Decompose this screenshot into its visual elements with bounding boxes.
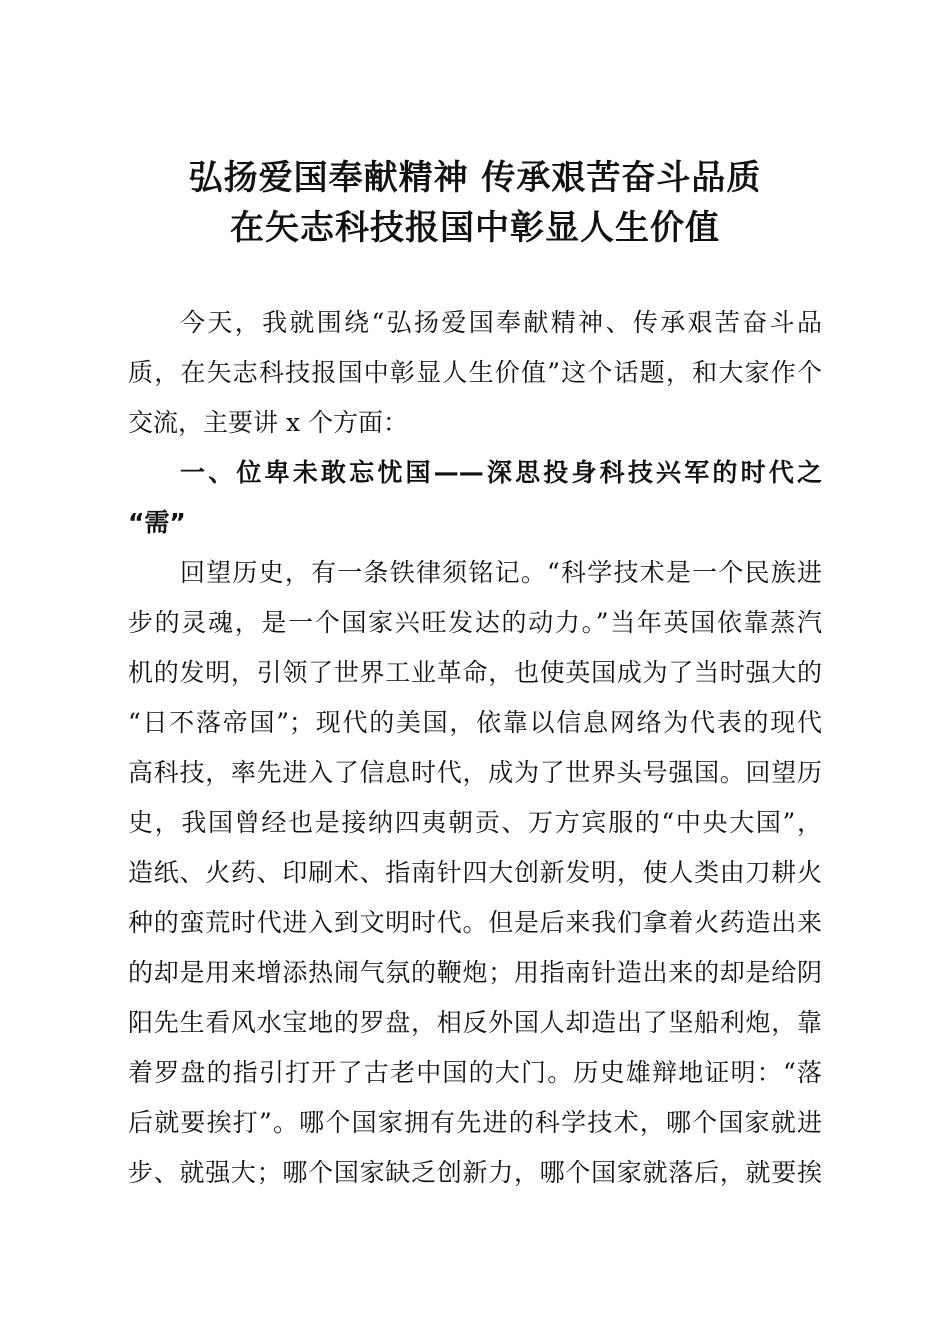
body-line: 后就要挨打”。哪个国家拥有先进的科学技术，哪个国家就进 (128, 1108, 822, 1137)
body-line: 着罗盘的指引打开了古老中国的大门。历史雄辩地证明：“落 (128, 1058, 822, 1087)
body-line: 种的蛮荒时代进入到文明时代。但是后来我们拿着火药造出来 (128, 908, 822, 937)
body-line: 史，我国曾经也是接纳四夷朝贡、万方宾服的“中央大国”， (128, 808, 822, 837)
document-title-line-2: 在矢志科技报国中彰显人生价值 (230, 208, 720, 248)
document-title-line-1: 弘扬爱国奉献精神 传承艰苦奋斗品质 (188, 158, 762, 198)
intro-line: 交流，主要讲 x 个方面： (128, 408, 408, 437)
body-line: 步的灵魂，是一个国家兴旺发达的动力。”当年英国依靠蒸汽 (128, 608, 822, 637)
body-line: 高科技，率先进入了信息时代，成为了世界头号强国。回望历 (128, 758, 822, 787)
section-heading-line: “需” (128, 508, 186, 537)
intro-line: 今天，我就围绕“弘扬爱国奉献精神、传承艰苦奋斗品 (180, 308, 822, 337)
body-line: 回望历史，有一条铁律须铭记。“科学技术是一个民族进 (180, 558, 822, 587)
body-line: 的却是用来增添热闹气氛的鞭炮；用指南针造出来的却是给阴 (128, 958, 822, 987)
intro-line: 质，在矢志科技报国中彰显人生价值”这个话题，和大家作个 (128, 358, 822, 387)
body-line: “日不落帝国”；现代的美国，依靠以信息网络为代表的现代 (128, 708, 822, 737)
section-heading-line: 一、位卑未敢忘忧国——深思投身科技兴军的时代之 (180, 458, 822, 487)
body-line: 机的发明，引领了世界工业革命，也使英国成为了当时强大的 (128, 658, 822, 687)
body-line: 阳先生看风水宝地的罗盘，相反外国人却造出了坚船利炮，靠 (128, 1008, 822, 1037)
body-line: 造纸、火药、印刷术、指南针四大创新发明，使人类由刀耕火 (128, 858, 822, 887)
body-line: 步、就强大；哪个国家缺乏创新力，哪个国家就落后，就要挨 (128, 1158, 822, 1187)
